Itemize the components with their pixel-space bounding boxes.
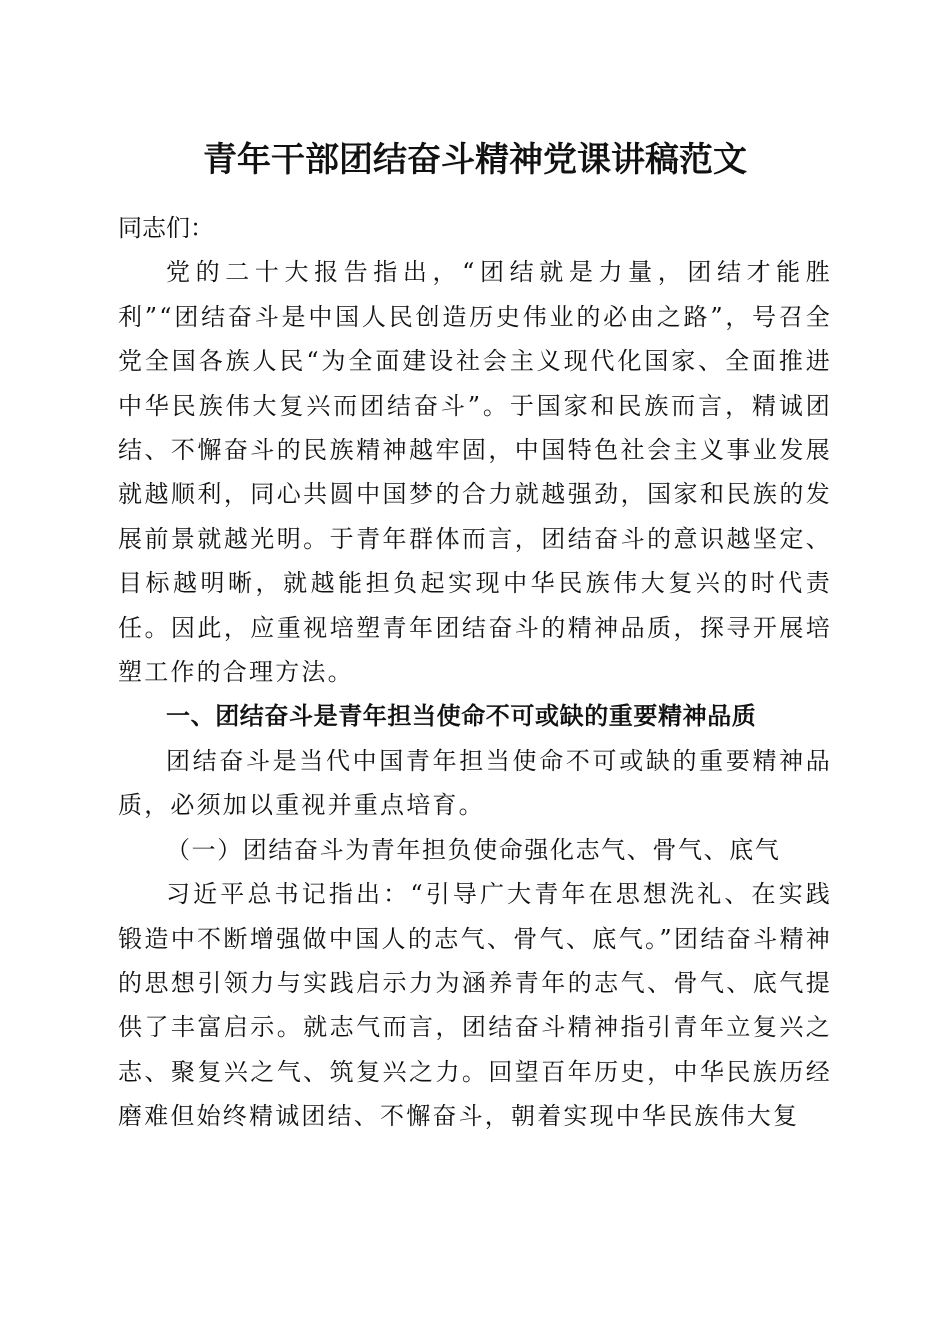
document-body [118,206,832,1139]
section-heading: 一、团结奋斗是青年担当使命不可或缺的重要精神品质 [166,702,757,731]
subsection-heading: （一）团结奋斗为青年担负使命强化志气、骨气、底气 [166,835,781,864]
section-paragraph: 团结奋斗是当代中国青年担当使命不可或缺的重要精神品质，必须加以重视并重点培育。 [118,746,832,820]
intro-paragraph: 党的二十大报告指出，“团结就是力量，团结才能胜利”“团结奋斗是中国人民创造历史伟业的必由之路”，号召全党全国各族人民“为全面建设社会主义现代化国家、全面推进中华民族伟大复兴而团结奋斗”。于国家和民族而言，精诚团结、不懈奋斗的民族精神越牢固，中国特色社会主义事业发展就越顺利，同心共圆中国梦的合力就越强劲，国家和民族的发展前景就越光明。于青年群体而言，团结奋斗的意识越坚定、目标越明晰，就越能担负起实现中华民族伟大复兴的时代责任。因此，应重视培塑青年团结奋斗的精神品质，探寻开展培塑工作的合理方法。 [118,258,832,687]
salutation: 同志们： [118,214,214,242]
document-title: 青年干部团结奋斗精神党课讲稿范文 [203,140,747,180]
subsection-paragraph: 习近平总书记指出：“引导广大青年在思想洗礼、在实践锻造中不断增强做中国人的志气、骨气、底气。”团结奋斗精神的思想引领力与实践启示力为涵养青年的志气、骨气、底气提供了丰富启示。就志气而言，团结奋斗精神指引青年立复兴之志、聚复兴之气、筑复兴之力。回望百年历史，中华民族历经磨难但始终精诚团结、不懈奋斗，朝着实现中华民族伟大复 [118,880,832,1131]
